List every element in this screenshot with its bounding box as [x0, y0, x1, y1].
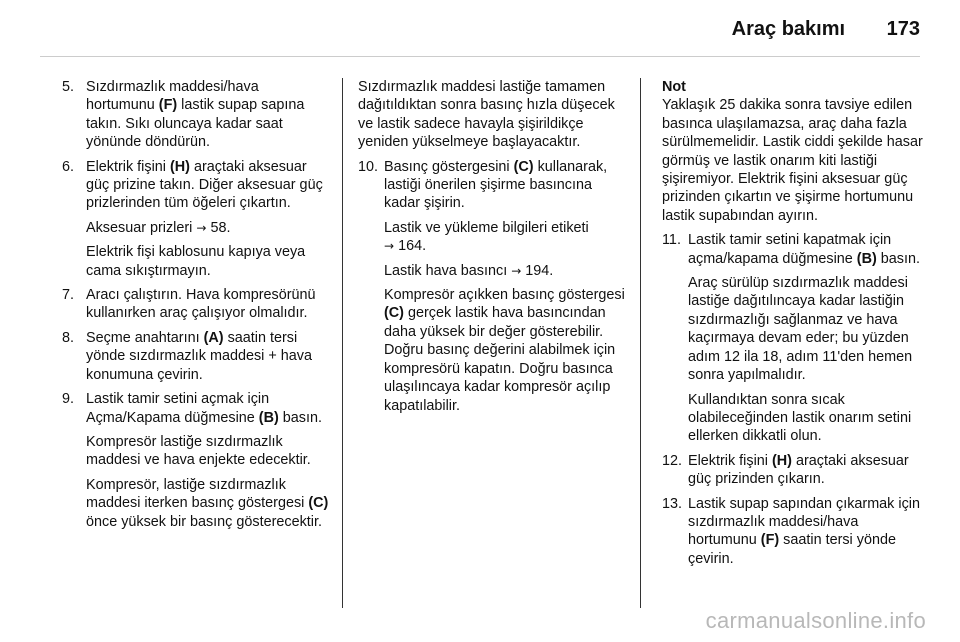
text: saatin tersi yönde sızdırmazlık maddesi + hava konumuna çevirin. [86, 329, 312, 383]
page-reference [384, 262, 630, 280]
text: Basınç göstergesini [384, 158, 514, 175]
text: Elektrik fişini [688, 452, 772, 469]
text: 58. [210, 219, 231, 236]
step-note: Elektrik fişi kablosunu kapıya veya cama sıkıştırmayın. [86, 244, 306, 279]
text: Sızdırmazlık maddesi/hava hortumunu [86, 79, 259, 114]
label-ref: (B) [258, 409, 279, 426]
step-text [86, 390, 330, 427]
step-13 [662, 495, 924, 569]
arrow-icon: → [196, 220, 207, 235]
label-ref: (H) [169, 158, 190, 175]
step-number: 7. [62, 287, 75, 304]
arrow-icon: → [384, 239, 395, 254]
header-divider [40, 56, 920, 57]
step-number: 13. [662, 495, 683, 512]
step-text [86, 158, 330, 213]
step-note [384, 286, 630, 415]
text: Aksesuar prizleri [86, 219, 197, 236]
column-divider-1 [342, 78, 343, 608]
text: Lastik hava basıncı [384, 262, 512, 279]
page-title: Araç bakımı [731, 18, 846, 40]
step-number: 6. [62, 158, 75, 175]
step-text [688, 495, 924, 569]
text: önce yüksek bir basınç gösterecektir. [86, 513, 322, 530]
label-ref: (F) [760, 532, 780, 549]
label-ref: (C) [513, 158, 534, 175]
note-title: Not [662, 79, 686, 95]
step-text [688, 231, 924, 268]
label-ref: (F) [158, 97, 178, 114]
text: gerçek lastik hava basıncından daha yüksek bir değer gösterebilir. Doğru basınç değerini alabilmek için kompresörü kapatın. Doğru basınca ulaşılıncaya kadar kompresör açılıp kapatılabilir. [384, 305, 616, 414]
text: Lastik tamir setini açmak için Açma/Kapama düğmesine [86, 391, 270, 426]
step-11 [662, 231, 924, 445]
step-text [86, 78, 330, 152]
step-note [86, 476, 330, 531]
page-number: 173 [886, 18, 920, 40]
text: basın. [876, 250, 920, 267]
step-9 [62, 390, 330, 531]
label-ref: (C) [308, 495, 329, 512]
text: 194. [525, 262, 554, 279]
column-2 [358, 78, 630, 421]
step-10 [358, 158, 630, 415]
continued-text: Sızdırmazlık maddesi lastiğe tamamen dağıtıldıktan sonra basınç hızla düşecek ve lastik sadece havayla şişirildikçe yeniden yükselmeye başlayacaktır. [358, 79, 615, 151]
step-12 [662, 452, 924, 489]
step-8 [62, 329, 330, 384]
column-3 [662, 78, 924, 574]
text: basın. [278, 409, 322, 426]
text: lastik supap sapına takın. Sıkı oluncaya kadar saat yönünde döndürün. [86, 97, 305, 151]
step-number: 8. [62, 329, 75, 346]
step-note: Kompresör lastiğe sızdırmazlık maddesi ve hava enjekte edecektir. [86, 433, 311, 469]
note-body: Yaklaşık 25 dakika sonra tavsiye edilen basınca ulaşılamazsa, araç daha fazla sürülmemelidir. Lastik ciddi şekilde hasar görmüş ve lastik onarım kiti lastiği şişiremiyor. Elektrik fişini aksesuar güç prizinden çıkartın ve şişirme hortumunu lastik supabından ayırın. [662, 97, 923, 224]
text: araçtaki aksesuar güç prizinden çıkarın. [688, 452, 909, 488]
text: kullanarak, lastiği önerilen şişirme basıncına kadar şişirin. [384, 158, 608, 212]
text: Lastik tamir setini kapatmak için açma/kapama düğmesine [688, 232, 892, 267]
text: Kompresör, lastiğe sızdırmazlık maddesi iterken basınç göstergesi [86, 476, 309, 512]
step-number: 9. [62, 391, 75, 408]
step-note: Araç sürülüp sızdırmazlık maddesi lastiğe dağıtılıncaya kadar lastiğin sızdırmazlığı sağlanmaz ve hava kaçırmaya devam eder; bu yüzden adım 12 ila 18, adım 11'den hemen sonra yapılmalıdır. [688, 275, 913, 384]
text: Seçme anahtarını [86, 329, 204, 346]
step-6 [62, 158, 330, 280]
text: Elektrik fişini [86, 158, 170, 175]
column-1 [62, 78, 330, 537]
step-5 [62, 78, 330, 152]
text: Lastik supap sapından çıkarmak için sızdırmazlık maddesi/hava hortumunu [688, 495, 920, 549]
step-9-continued [358, 78, 630, 152]
step-number: 10. [358, 158, 379, 175]
step-number: 11. [662, 232, 681, 249]
watermark: carmanualsonline.info [705, 608, 926, 633]
label-ref: (A) [203, 329, 224, 346]
step-text: Aracı çalıştırın. Hava kompresörünü kullanırken araç çalışıyor olmalıdır. [86, 287, 316, 322]
step-text [86, 329, 330, 384]
text: Lastik ve yükleme bilgileri etiketi [384, 219, 589, 236]
step-text [688, 452, 924, 489]
page-reference [86, 219, 330, 237]
step-7 [62, 286, 330, 323]
step-note: Kullandıktan sonra sıcak olabileceğinden lastik onarım setini ellerken dikkatli olun. [688, 391, 912, 445]
label-ref: (H) [771, 452, 792, 469]
text: 164. [398, 238, 427, 255]
text: saatin tersi yönde çevirin. [688, 532, 896, 567]
label-ref: (B) [856, 250, 877, 267]
step-number: 5. [62, 79, 75, 95]
label-ref: (C) [384, 305, 404, 322]
page-header [732, 18, 920, 41]
arrow-icon: → [511, 263, 522, 278]
step-text [384, 158, 630, 213]
text: Kompresör açıkken basınç göstergesi [384, 287, 625, 304]
text: araçtaki aksesuar güç prizine takın. Diğer aksesuar güç prizlerinden tüm öğeleri çıkartın. [86, 158, 323, 212]
column-divider-2 [640, 78, 641, 608]
page-reference [384, 219, 630, 256]
step-number: 12. [662, 452, 683, 469]
